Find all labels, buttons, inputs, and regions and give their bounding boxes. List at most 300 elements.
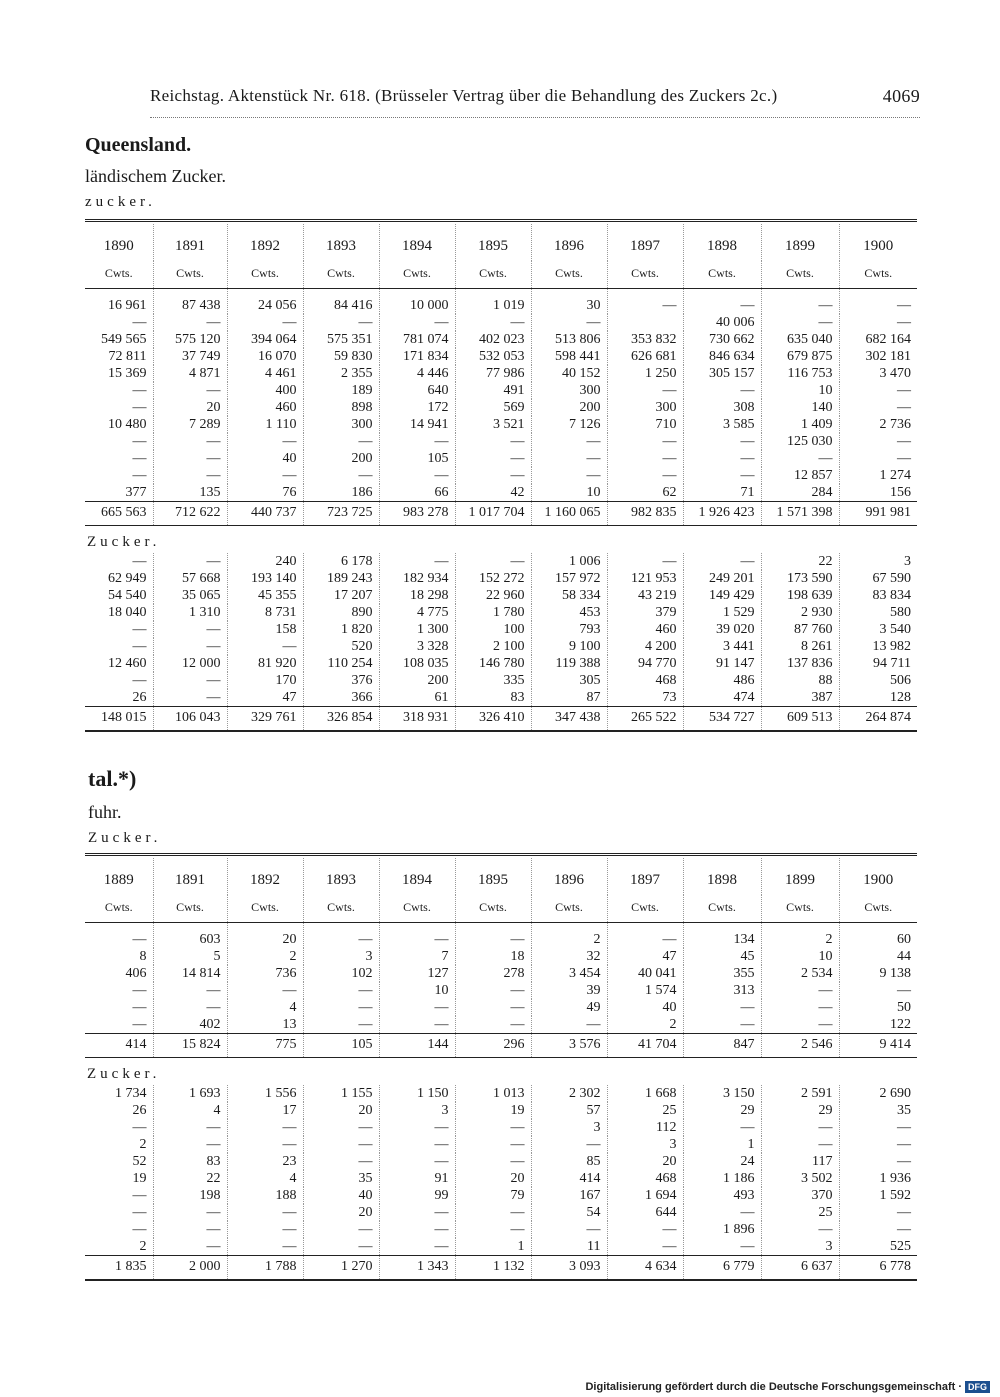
table-cell: — bbox=[303, 1153, 379, 1170]
table-cell: 1 574 bbox=[607, 982, 683, 999]
table-cell: — bbox=[153, 1119, 227, 1136]
table-cell: 198 bbox=[153, 1187, 227, 1204]
table-cell: 1897 bbox=[607, 858, 683, 895]
table-cell: — bbox=[379, 1238, 455, 1256]
table-cell: — bbox=[897, 298, 911, 313]
table-cell: — bbox=[227, 638, 303, 655]
unit-cell: Cwts. bbox=[839, 261, 917, 289]
table-cell: — bbox=[153, 450, 227, 467]
table-cell: 122 bbox=[890, 1017, 911, 1032]
table-cell: 991 981 bbox=[839, 502, 917, 526]
table-cell: 284 bbox=[761, 484, 839, 502]
table-cell: 50 bbox=[897, 1000, 911, 1015]
table-cell: 1889 bbox=[85, 858, 153, 895]
table-cell: — bbox=[227, 1204, 303, 1221]
table-cell: 9 414 bbox=[839, 1034, 917, 1058]
table-cell: 87 bbox=[531, 689, 607, 707]
table-cell: — bbox=[531, 450, 607, 467]
table-cell: 156 bbox=[890, 485, 911, 500]
unit-cell: Cwts. bbox=[531, 261, 607, 289]
table-row bbox=[85, 314, 917, 331]
table-cell: 29 bbox=[683, 1102, 761, 1119]
table-cell: 20 bbox=[227, 923, 303, 949]
table-cell: — bbox=[897, 1120, 911, 1135]
table-cell: — bbox=[455, 553, 531, 570]
table-cell: — bbox=[303, 314, 379, 331]
table-row bbox=[85, 365, 917, 382]
table-cell: — bbox=[761, 1136, 839, 1153]
table-cell: 575 120 bbox=[153, 331, 227, 348]
table-cell: — bbox=[85, 433, 153, 450]
table-cell: 22 bbox=[153, 1170, 227, 1187]
table-cell: 47 bbox=[607, 948, 683, 965]
table-cell: 20 bbox=[607, 1153, 683, 1170]
table-cell: 898 bbox=[303, 399, 379, 416]
table-cell: — bbox=[303, 1016, 379, 1034]
table-cell: 486 bbox=[683, 672, 761, 689]
table-cell: 3 454 bbox=[531, 965, 607, 982]
table-cell: — bbox=[761, 1016, 839, 1034]
total-row bbox=[85, 1034, 917, 1058]
table-cell: 121 953 bbox=[607, 570, 683, 587]
table-cell: 460 bbox=[607, 621, 683, 638]
table-cell: 264 874 bbox=[839, 707, 917, 732]
table-cell: 35 bbox=[303, 1170, 379, 1187]
table-cell: — bbox=[379, 1153, 455, 1170]
table-cell: 10 bbox=[531, 484, 607, 502]
table-cell: 25 bbox=[761, 1204, 839, 1221]
table-cell: — bbox=[303, 1221, 379, 1238]
table-cell: 57 668 bbox=[153, 570, 227, 587]
table-cell: — bbox=[897, 400, 911, 415]
table-cell: 22 960 bbox=[455, 587, 531, 604]
unit-cell: Cwts. bbox=[455, 895, 531, 923]
table-cell: 644 bbox=[607, 1204, 683, 1221]
table-cell: — bbox=[761, 450, 839, 467]
table-cell: 16 961 bbox=[85, 289, 153, 315]
table-cell: 17 bbox=[227, 1102, 303, 1119]
table-cell: — bbox=[531, 1016, 607, 1034]
table-cell: 2 bbox=[531, 923, 607, 949]
table-row bbox=[85, 982, 917, 999]
table-cell: — bbox=[227, 467, 303, 484]
subsection-label-row bbox=[85, 1058, 917, 1086]
table-cell: 40 bbox=[607, 999, 683, 1016]
table-cell: 730 662 bbox=[683, 331, 761, 348]
table-cell: 305 157 bbox=[683, 365, 761, 382]
table-cell: 20 bbox=[303, 1102, 379, 1119]
table-cell: 370 bbox=[761, 1187, 839, 1204]
table-row bbox=[85, 1119, 917, 1136]
table-cell: 414 bbox=[531, 1170, 607, 1187]
table-cell: 37 749 bbox=[153, 348, 227, 365]
table-cell: 4 446 bbox=[379, 365, 455, 382]
table-cell: — bbox=[85, 638, 153, 655]
table-cell: 58 334 bbox=[531, 587, 607, 604]
table-cell: 326 410 bbox=[455, 707, 531, 732]
unit-cell: Cwts. bbox=[607, 261, 683, 289]
table-cell: — bbox=[761, 1221, 839, 1238]
table-cell: 116 753 bbox=[761, 365, 839, 382]
table-cell: 460 bbox=[227, 399, 303, 416]
table-row bbox=[85, 467, 917, 484]
table-cell: 387 bbox=[761, 689, 839, 707]
table-cell: 847 bbox=[683, 1034, 761, 1058]
table-cell: — bbox=[607, 1221, 683, 1238]
table-cell: 1 006 bbox=[531, 553, 607, 570]
table-cell: 22 bbox=[761, 553, 839, 570]
table-cell: 3 bbox=[531, 1119, 607, 1136]
table-cell: 402 bbox=[153, 1016, 227, 1034]
dfg-logo: DFG bbox=[965, 1381, 990, 1393]
table-cell: 35 065 bbox=[153, 587, 227, 604]
table-cell: 1898 bbox=[683, 224, 761, 261]
table-cell: 4 461 bbox=[227, 365, 303, 382]
table-cell: 1 343 bbox=[379, 1256, 455, 1281]
table-cell: 506 bbox=[890, 673, 911, 688]
table-cell: 665 563 bbox=[85, 502, 153, 526]
table-cell: 4 bbox=[153, 1102, 227, 1119]
table-cell: — bbox=[683, 289, 761, 315]
table-cell: 99 bbox=[379, 1187, 455, 1204]
table-cell: 134 bbox=[683, 923, 761, 949]
table-cell: 87 760 bbox=[761, 621, 839, 638]
table-cell: 39 020 bbox=[683, 621, 761, 638]
table-cell: 626 681 bbox=[607, 348, 683, 365]
table-cell: — bbox=[153, 1204, 227, 1221]
table-cell: 1897 bbox=[607, 224, 683, 261]
year-header-row bbox=[85, 224, 917, 261]
unit-cell: Cwts. bbox=[85, 261, 153, 289]
section1-subheading: ländischem Zucker. bbox=[85, 166, 226, 186]
section2-label: Zucker. bbox=[88, 830, 162, 846]
total-row bbox=[85, 707, 917, 732]
table-cell: 6 778 bbox=[839, 1256, 917, 1281]
table-cell: 635 040 bbox=[761, 331, 839, 348]
table-cell: — bbox=[379, 314, 455, 331]
table-cell: 4 871 bbox=[153, 365, 227, 382]
table-cell: — bbox=[607, 450, 683, 467]
table-row bbox=[85, 1221, 917, 1238]
table-cell: 3 bbox=[607, 1136, 683, 1153]
table-cell: 1 694 bbox=[607, 1187, 683, 1204]
table-row bbox=[85, 1085, 917, 1102]
table-cell: 1 529 bbox=[683, 604, 761, 621]
table-cell: 128 bbox=[890, 690, 911, 705]
table-cell: 18 298 bbox=[379, 587, 455, 604]
table-cell: — bbox=[683, 1204, 761, 1221]
table-cell: 6 178 bbox=[303, 553, 379, 570]
total-row bbox=[85, 1256, 917, 1281]
table-cell: 379 bbox=[607, 604, 683, 621]
table-cell: — bbox=[85, 1119, 153, 1136]
table-cell: 1895 bbox=[455, 224, 531, 261]
table-cell: 1898 bbox=[683, 858, 761, 895]
unit-cell: Cwts. bbox=[379, 261, 455, 289]
table-cell: 1890 bbox=[85, 224, 153, 261]
table-cell: 30 bbox=[531, 289, 607, 315]
table-cell: 3 470 bbox=[879, 366, 911, 381]
table-cell: 1 310 bbox=[153, 604, 227, 621]
table-cell: 20 bbox=[153, 399, 227, 416]
table-cell: 3 bbox=[761, 1238, 839, 1256]
table-row bbox=[85, 1016, 917, 1034]
table-cell: 25 bbox=[607, 1102, 683, 1119]
table-cell: 440 737 bbox=[227, 502, 303, 526]
unit-cell: Cwts. bbox=[303, 895, 379, 923]
table-cell: 105 bbox=[379, 450, 455, 467]
table-cell: — bbox=[303, 999, 379, 1016]
table-cell: 377 bbox=[85, 484, 153, 502]
table-cell: — bbox=[455, 923, 531, 949]
table-cell: 2 302 bbox=[531, 1085, 607, 1102]
table-row bbox=[85, 587, 917, 604]
table-cell: 1894 bbox=[379, 224, 455, 261]
unit-row bbox=[85, 261, 917, 289]
table-cell: 2 bbox=[761, 923, 839, 949]
table-cell: 453 bbox=[531, 604, 607, 621]
table-cell: — bbox=[153, 689, 227, 707]
table-cell: — bbox=[683, 1016, 761, 1034]
table-cell: 2 591 bbox=[761, 1085, 839, 1102]
table-cell: 87 438 bbox=[153, 289, 227, 315]
table-cell: 1 556 bbox=[227, 1085, 303, 1102]
table-cell: 85 bbox=[531, 1153, 607, 1170]
table-cell: 569 bbox=[455, 399, 531, 416]
table-cell: 54 540 bbox=[85, 587, 153, 604]
table-cell: 9 138 bbox=[879, 966, 911, 981]
table-cell: 7 bbox=[379, 948, 455, 965]
table-cell: 83 834 bbox=[872, 588, 911, 603]
table-cell: — bbox=[153, 467, 227, 484]
table-row bbox=[85, 433, 917, 450]
table-cell: 1896 bbox=[531, 858, 607, 895]
table-cell: 474 bbox=[683, 689, 761, 707]
table-cell: — bbox=[379, 467, 455, 484]
table-cell: — bbox=[683, 1119, 761, 1136]
table-cell: — bbox=[455, 999, 531, 1016]
table-row bbox=[85, 1187, 917, 1204]
table-cell: 40 bbox=[303, 1187, 379, 1204]
subsection-label: Zucker. bbox=[87, 534, 161, 550]
table-cell: — bbox=[227, 1221, 303, 1238]
table-cell: 4 200 bbox=[607, 638, 683, 655]
table-cell: 1 150 bbox=[379, 1085, 455, 1102]
table-cell: — bbox=[153, 999, 227, 1016]
table-cell: — bbox=[455, 450, 531, 467]
table-cell: 172 bbox=[379, 399, 455, 416]
table-cell: 83 bbox=[455, 689, 531, 707]
table-cell: 710 bbox=[607, 416, 683, 433]
table-cell: 4 bbox=[227, 999, 303, 1016]
table-cell: 148 015 bbox=[85, 707, 153, 732]
table-cell: 2 bbox=[227, 948, 303, 965]
table-cell: — bbox=[85, 999, 153, 1016]
table-cell: 598 441 bbox=[531, 348, 607, 365]
table-cell: 112 bbox=[607, 1119, 683, 1136]
table-cell: 549 565 bbox=[85, 331, 153, 348]
table-cell: — bbox=[455, 982, 531, 999]
table-cell: 135 bbox=[153, 484, 227, 502]
table-cell: 1893 bbox=[303, 224, 379, 261]
table-cell: 2 355 bbox=[303, 365, 379, 382]
unit-cell: Cwts. bbox=[227, 895, 303, 923]
table-cell: — bbox=[303, 1119, 379, 1136]
table-cell: — bbox=[455, 314, 531, 331]
table-cell: — bbox=[303, 923, 379, 949]
table-cell bbox=[607, 314, 683, 331]
table-cell: — bbox=[227, 1238, 303, 1256]
table-cell: 3 bbox=[303, 948, 379, 965]
table-cell: 1 013 bbox=[455, 1085, 531, 1102]
table-cell: — bbox=[153, 982, 227, 999]
table-cell: 712 622 bbox=[153, 502, 227, 526]
table-cell: — bbox=[897, 1205, 911, 1220]
table-cell: 8 261 bbox=[761, 638, 839, 655]
table-cell: — bbox=[531, 1221, 607, 1238]
table-cell: — bbox=[379, 553, 455, 570]
table-cell: — bbox=[897, 983, 911, 998]
table-row bbox=[85, 399, 917, 416]
table-cell: 13 bbox=[227, 1016, 303, 1034]
table-cell: 308 bbox=[683, 399, 761, 416]
table-cell: 3 502 bbox=[761, 1170, 839, 1187]
table-cell: 3 585 bbox=[683, 416, 761, 433]
table-cell: — bbox=[607, 553, 683, 570]
table-cell: 1 835 bbox=[85, 1256, 153, 1281]
table-cell: 2 546 bbox=[761, 1034, 839, 1058]
table-cell: — bbox=[227, 982, 303, 999]
table-cell: — bbox=[85, 1016, 153, 1034]
table-cell: 3 540 bbox=[879, 622, 911, 637]
table-row bbox=[85, 570, 917, 587]
table-cell: 400 bbox=[227, 382, 303, 399]
unit-cell: Cwts. bbox=[683, 895, 761, 923]
table-cell: — bbox=[153, 1136, 227, 1153]
table-row bbox=[85, 604, 917, 621]
table-cell: 493 bbox=[683, 1187, 761, 1204]
table-cell: 14 814 bbox=[153, 965, 227, 982]
table-cell: 3 bbox=[904, 554, 911, 569]
table-cell: 532 053 bbox=[455, 348, 531, 365]
table-cell: 525 bbox=[890, 1239, 911, 1254]
table-cell: 41 704 bbox=[607, 1034, 683, 1058]
table-cell: 1895 bbox=[455, 858, 531, 895]
table-cell: 335 bbox=[455, 672, 531, 689]
table-cell: — bbox=[85, 923, 153, 949]
table-cell: 23 bbox=[227, 1153, 303, 1170]
table-cell: 414 bbox=[85, 1034, 153, 1058]
table-cell: 406 bbox=[85, 965, 153, 982]
table-cell: 66 bbox=[379, 484, 455, 502]
table-cell: — bbox=[227, 1136, 303, 1153]
table-cell: 491 bbox=[455, 382, 531, 399]
table-cell: 35 bbox=[897, 1103, 911, 1118]
table-cell: 200 bbox=[379, 672, 455, 689]
table-cell: 54 bbox=[531, 1204, 607, 1221]
table-cell: 402 023 bbox=[455, 331, 531, 348]
table-cell: 6 637 bbox=[761, 1256, 839, 1281]
table-cell: — bbox=[153, 672, 227, 689]
table-cell: 347 438 bbox=[531, 707, 607, 732]
table-cell: — bbox=[85, 382, 153, 399]
table-cell: — bbox=[683, 467, 761, 484]
table-cell: 102 bbox=[303, 965, 379, 982]
table-cell: 1 734 bbox=[85, 1085, 153, 1102]
unit-cell: Cwts. bbox=[761, 261, 839, 289]
table-cell: 127 bbox=[379, 965, 455, 982]
table-cell: — bbox=[531, 1136, 607, 1153]
table-cell: — bbox=[455, 1153, 531, 1170]
table-cell: 140 bbox=[761, 399, 839, 416]
table-cell: 1 bbox=[455, 1238, 531, 1256]
table-row bbox=[85, 655, 917, 672]
table-row bbox=[85, 689, 917, 707]
unit-cell: Cwts. bbox=[607, 895, 683, 923]
table-cell: 40 041 bbox=[607, 965, 683, 982]
table-cell: — bbox=[153, 621, 227, 638]
table-cell: — bbox=[153, 382, 227, 399]
table-cell: — bbox=[85, 982, 153, 999]
table-cell: 3 093 bbox=[531, 1256, 607, 1281]
table-cell: 67 590 bbox=[872, 571, 911, 586]
table-cell: 1 788 bbox=[227, 1256, 303, 1281]
table-cell: 1900 bbox=[863, 238, 894, 254]
table-row bbox=[85, 621, 917, 638]
table-cell: — bbox=[897, 383, 911, 398]
table-cell: 679 875 bbox=[761, 348, 839, 365]
table-cell: 110 254 bbox=[303, 655, 379, 672]
table-cell: 11 bbox=[531, 1238, 607, 1256]
table-cell: — bbox=[897, 315, 911, 330]
unit-cell: Cwts. bbox=[455, 261, 531, 289]
table-cell: 1 409 bbox=[761, 416, 839, 433]
table-cell: 60 bbox=[897, 932, 911, 947]
table-cell: 170 bbox=[227, 672, 303, 689]
year-header-row bbox=[85, 858, 917, 895]
table-cell: — bbox=[683, 999, 761, 1016]
table-cell: 200 bbox=[531, 399, 607, 416]
table-cell: 83 bbox=[153, 1153, 227, 1170]
table-cell: — bbox=[379, 433, 455, 450]
table-cell: 94 770 bbox=[607, 655, 683, 672]
table-cell: 17 207 bbox=[303, 587, 379, 604]
table-cell: 1 896 bbox=[683, 1221, 761, 1238]
table-cell: 2 bbox=[85, 1238, 153, 1256]
table-row bbox=[85, 450, 917, 467]
table-cell: — bbox=[153, 553, 227, 570]
table-cell: 91 147 bbox=[683, 655, 761, 672]
table-row bbox=[85, 1204, 917, 1221]
unit-cell: Cwts. bbox=[761, 895, 839, 923]
table-cell: 1 300 bbox=[379, 621, 455, 638]
table-cell: — bbox=[683, 1238, 761, 1256]
table-cell: 1 693 bbox=[153, 1085, 227, 1102]
table-cell: 43 219 bbox=[607, 587, 683, 604]
table-row bbox=[85, 1238, 917, 1256]
table-cell: 20 bbox=[455, 1170, 531, 1187]
table-row bbox=[85, 331, 917, 348]
table-cell: 4 bbox=[227, 1170, 303, 1187]
table-cell: 24 bbox=[683, 1153, 761, 1170]
table-cell: 2 534 bbox=[761, 965, 839, 982]
table-cell: 9 100 bbox=[531, 638, 607, 655]
table-cell: 2 930 bbox=[761, 604, 839, 621]
table-cell: 1899 bbox=[761, 224, 839, 261]
table-cell: 198 639 bbox=[761, 587, 839, 604]
table-cell: — bbox=[761, 1119, 839, 1136]
table-cell: 146 780 bbox=[455, 655, 531, 672]
